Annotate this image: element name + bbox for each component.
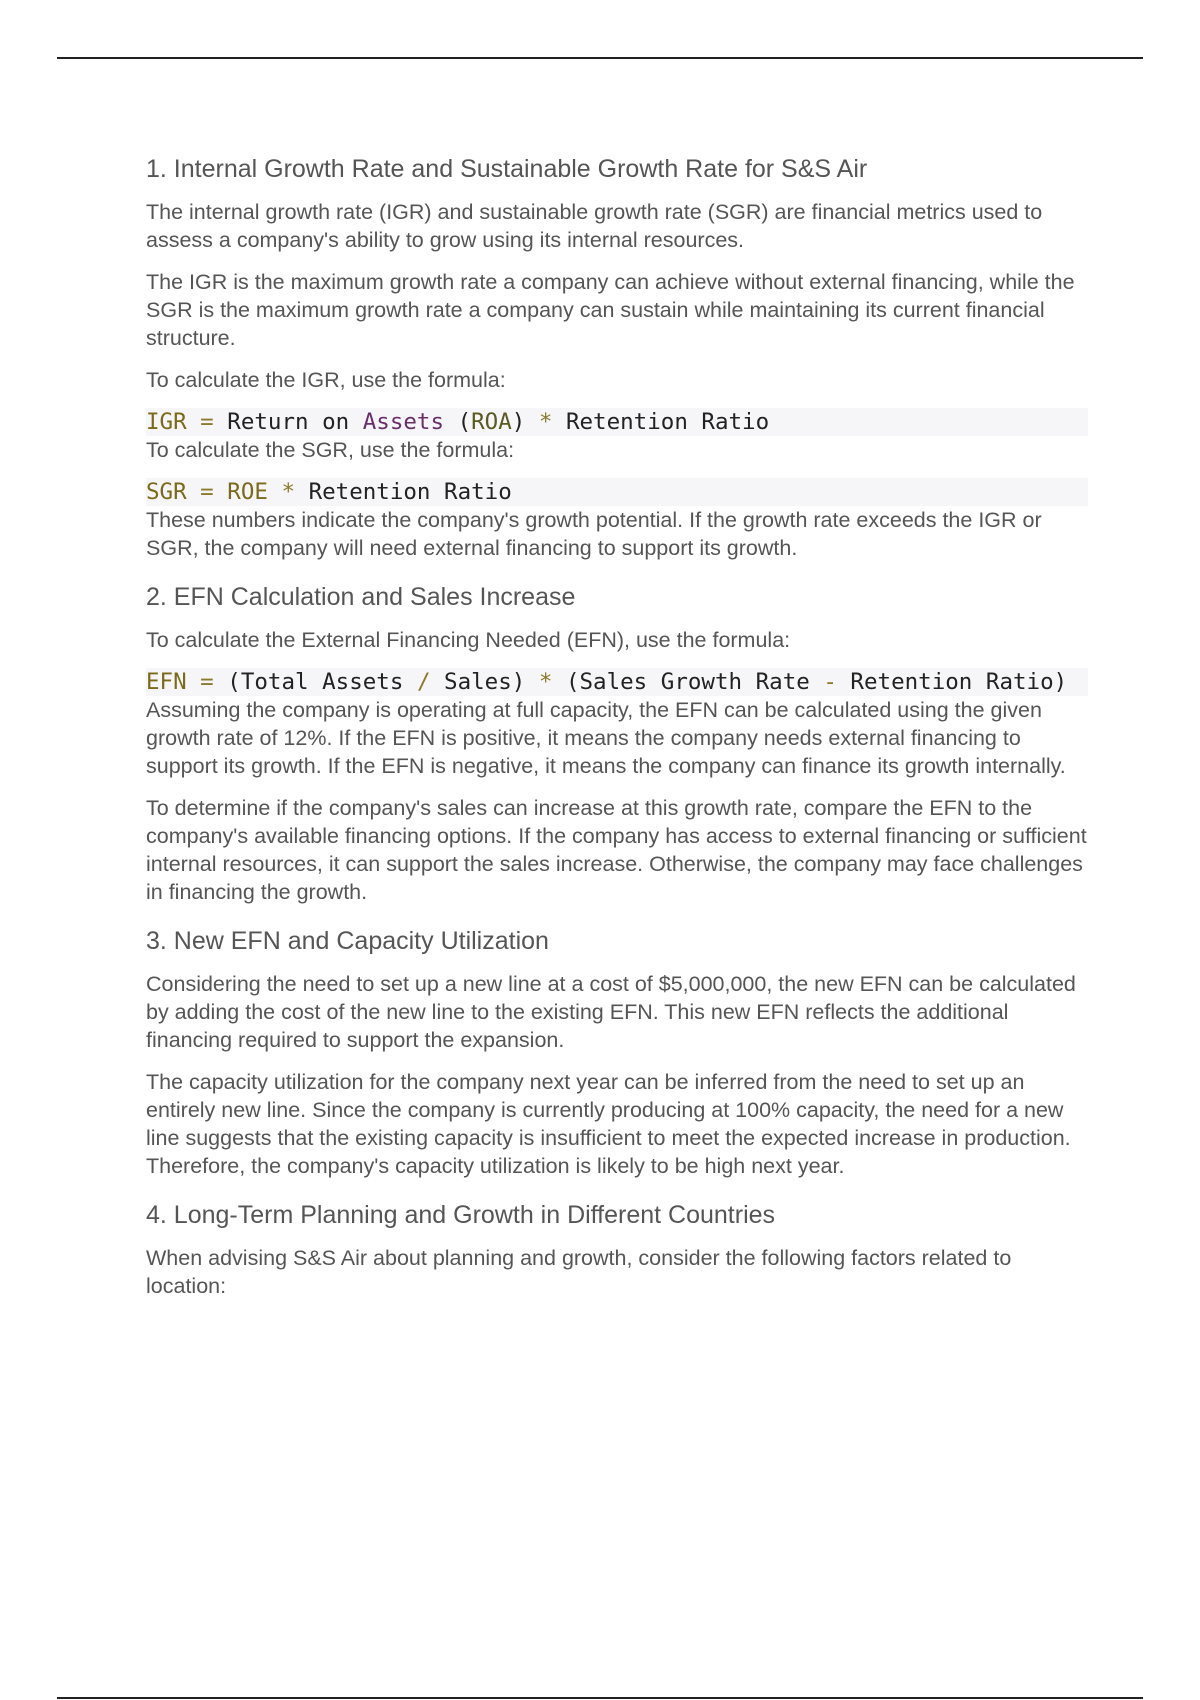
code-token: Retention Ratio <box>308 479 512 505</box>
section-2 <box>146 582 1088 906</box>
section-heading: 4. Long-Term Planning and Growth in Different Countries <box>146 1201 776 1229</box>
code-token: = <box>186 479 228 505</box>
code-token: ( <box>444 409 472 435</box>
paragraph: To calculate the SGR, use the formula: <box>146 438 515 462</box>
section-heading: 2. EFN Calculation and Sales Increase <box>146 583 576 611</box>
code-token: Retention Ratio) <box>836 669 1068 695</box>
code-token: Return on <box>227 409 363 435</box>
code-token: EFN <box>146 669 187 695</box>
code-token: * <box>267 479 309 505</box>
section-3 <box>146 926 1088 1180</box>
paragraph: To determine if the company's sales can increase at this growth rate, compare the EFN to the company's available financing options. If the company has access to external financing or sufficient internal resources, it can support the sales increase. Otherwise, the company may face challenges in financing the growth. <box>146 796 1087 904</box>
code-token: Retention Ratio <box>552 409 770 435</box>
code-token: Assets <box>362 409 445 435</box>
paragraph: Considering the need to set up a new line at a cost of $5,000,000, the new EFN can be calculated by adding the cost of the new line to the existing EFN. This new EFN reflects the additional financing required to support the expansion. <box>146 972 1076 1052</box>
code-token: * <box>538 409 553 435</box>
code-token: ) <box>511 409 539 435</box>
code-token: Sales) <box>430 669 539 695</box>
code-token: = <box>186 409 228 435</box>
code-token: * <box>538 669 553 695</box>
paragraph: The IGR is the maximum growth rate a company can achieve without external financing, while the SGR is the maximum growth rate a company can sustain while maintaining its current financial structure. <box>146 270 1075 350</box>
paragraph: When advising S&S Air about planning and growth, consider the following factors related to location: <box>146 1246 1012 1298</box>
section-4 <box>146 1200 1088 1300</box>
code-token: IGR <box>146 409 187 435</box>
paragraph: The capacity utilization for the company next year can be inferred from the need to set up an entirely new line. Since the company is currently producing at 100% capacity, the need for a new line suggests that the existing capacity is insufficient to meet the expected increase in production. Therefore, the company's capacity utilization is likely to be high next year. <box>146 1070 1071 1178</box>
code-block-sgr-formula <box>146 478 1088 506</box>
code-token: - <box>823 669 837 695</box>
bottom-rule <box>57 1697 1143 1699</box>
code-block-igr-formula <box>146 408 1088 436</box>
paragraph: These numbers indicate the company's growth potential. If the growth rate exceeds the IGR or SGR, the company will need external financing to support its growth. <box>146 508 1042 560</box>
section-heading: 1. Internal Growth Rate and Sustainable Growth Rate for S&S Air <box>146 155 868 183</box>
code-block-efn-formula <box>146 668 1088 696</box>
code-token: = <box>186 669 228 695</box>
code-token: SGR <box>146 479 187 505</box>
code-token: ROA <box>471 409 512 435</box>
section-1 <box>146 154 1088 562</box>
section-heading: 3. New EFN and Capacity Utilization <box>146 927 549 955</box>
paragraph: To calculate the External Financing Needed (EFN), use the formula: <box>146 628 791 652</box>
paragraph: Assuming the company is operating at full capacity, the EFN can be calculated using the given growth rate of 12%. If the EFN is positive, it means the company needs external financing to support its growth. If the EFN is negative, it means the company can finance its growth internally. <box>146 698 1066 778</box>
code-token: / <box>416 669 431 695</box>
paragraph: The internal growth rate (IGR) and sustainable growth rate (SGR) are financial metrics used to assess a company's ability to grow using its internal resources. <box>146 200 1043 252</box>
top-rule <box>57 57 1143 59</box>
code-token: (Total Assets <box>227 669 417 695</box>
document-body <box>146 154 1088 1314</box>
code-token: ROE <box>227 479 268 505</box>
paragraph: To calculate the IGR, use the formula: <box>146 368 506 392</box>
code-token: (Sales Growth Rate <box>552 669 824 695</box>
